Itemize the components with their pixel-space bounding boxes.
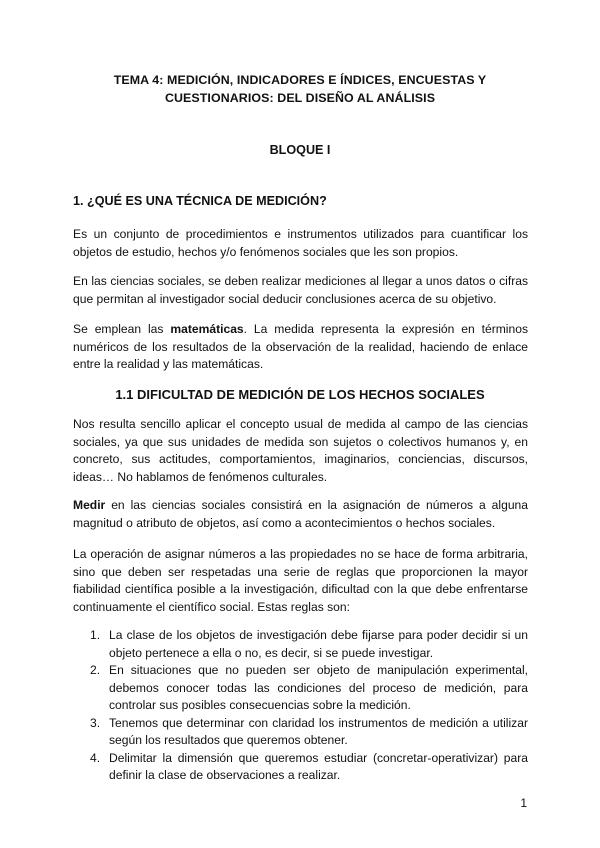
paragraph-3-lead: Se emplean las	[73, 322, 171, 336]
section-1-heading: 1. ¿QUÉ ES UNA TÉCNICA DE MEDICIÓN?	[73, 194, 327, 208]
list-item-number: 1.	[90, 628, 101, 642]
paragraph-medir-emphasis: Medir	[73, 498, 106, 512]
list-item-text: La clase de los objetos de investigación debe fijarse para poder decidir si un objeto pertenece a ella o no, es decir, si se puede investigar.	[109, 628, 528, 660]
section-1-1-paragraph-3: La operación de asignar números a las propiedades no se hace de forma arbitraria, sino que deben ser respetadas una serie de reglas que proporcionen la mayor fiabilidad científica posible a la investigación, dificultad con la que debe enfrentarse continuamente el científico social. Estas reglas son:	[73, 547, 528, 614]
rules-list	[73, 627, 528, 785]
list-item-text: Delimitar la dimensión que queremos estudiar (concretar-operativizar) para definir la clase de observaciones a realizar.	[109, 750, 528, 782]
list-item	[73, 715, 528, 750]
list-item	[73, 662, 528, 715]
list-item-number: 3.	[90, 715, 101, 730]
list-item-text: En situaciones que no pueden ser objeto de manipulación experimental, debemos conocer todas las condiciones del proceso de medición, para controlar sus posibles consecuencias sobre la medición.	[109, 663, 528, 712]
paragraph-3-rest: . La medida representa la expresión en términos numéricos de los resultados de la observación de la realidad, haciendo de enlace entre la realidad y las matemáticas.	[73, 322, 528, 371]
list-item	[73, 627, 528, 662]
section-1-1-paragraph-2	[73, 497, 528, 532]
section-1-1-heading: 1.1 DIFICULTAD DE MEDICIÓN DE LOS HECHOS SOCIALES	[115, 387, 485, 402]
list-item-number: 2.	[90, 663, 101, 677]
page-number: 1	[520, 796, 527, 810]
section-1-1-paragraph-1: Nos resulta sencillo aplicar el concepto usual de medida al campo de las ciencias sociales, ya que sus unidades de medida son sujetos o colectivos humanos y, en concreto, sus actitudes, comportamientos, imaginarios, conciencias, discursos, ideas… No hablamos de fenómenos culturales.	[73, 417, 528, 484]
document-title: TEMA 4: MEDICIÓN, INDICADORES E ÍNDICES, ENCUESTAS Y CUESTIONARIOS: DEL DISEÑO AL ANÁLISIS	[113, 73, 487, 105]
block-heading: BLOQUE I	[269, 143, 331, 157]
section-1-paragraph-3	[73, 321, 528, 374]
list-item-text: Tenemos que determinar con claridad los instrumentos de medición a utilizar según los resultados que queremos obtener.	[109, 715, 528, 747]
section-1-paragraph-1: Es un conjunto de procedimientos e instrumentos utilizados para cuantificar los objetos de estudio, hechos y/o fenómenos sociales que les son propios.	[73, 227, 528, 259]
list-item-number: 4.	[90, 750, 101, 765]
paragraph-medir-rest: en las ciencias sociales consistirá en la asignación de números a alguna magnitud o atributo de objetos, así como a acontecimientos o hechos sociales.	[73, 498, 528, 530]
list-item	[73, 750, 528, 785]
paragraph-3-emphasis: matemáticas	[170, 322, 244, 336]
section-1-paragraph-2: En las ciencias sociales, se deben realizar mediciones al llegar a unos datos o cifras que permitan al investigador social deducir conclusiones acerca de su objetivo.	[73, 274, 528, 306]
